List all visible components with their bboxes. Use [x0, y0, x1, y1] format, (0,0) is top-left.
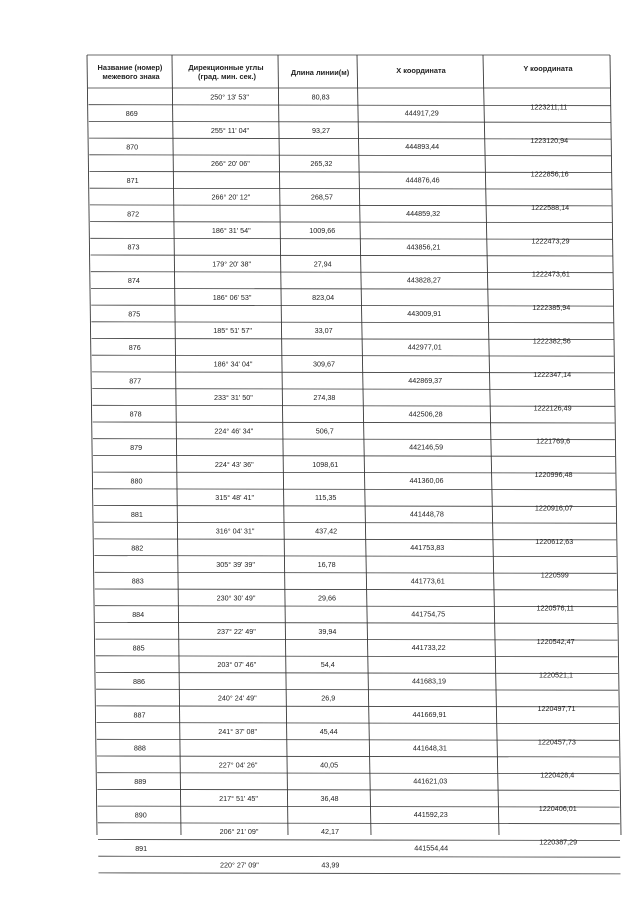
line-length: 36,48	[320, 793, 339, 803]
boundary-segment-row	[217, 660, 334, 669]
line-length: 29,66	[318, 593, 336, 603]
row-divider	[91, 322, 613, 323]
header-row	[98, 63, 574, 81]
point-name: 883	[131, 576, 144, 586]
line-length: 437,42	[315, 526, 338, 536]
line-length: 265,32	[310, 159, 333, 169]
row-divider	[97, 756, 619, 757]
boundary-segment-row	[214, 360, 335, 369]
boundary-segment-row	[218, 694, 335, 703]
row-divider	[96, 656, 618, 657]
direction-angle: 220° 27' 09"	[220, 860, 259, 870]
point-name: 880	[130, 476, 143, 486]
point-x-coordinate: 442869,37	[408, 375, 443, 385]
point-y-coordinate: 1220599	[540, 570, 569, 580]
line-length: 1098,61	[312, 459, 339, 469]
direction-angle: 224° 46' 34"	[214, 426, 254, 436]
header-direction-angle	[188, 63, 265, 81]
point-x-coordinate: 441621,03	[413, 776, 448, 786]
point-y-coordinate: 1220542,47	[536, 637, 575, 647]
table-border-right	[610, 55, 621, 835]
point-name: 891	[135, 843, 148, 853]
point-y-coordinate: 1220612,63	[535, 536, 574, 546]
point-x-coordinate: 444893,44	[405, 142, 440, 152]
table-border-left	[87, 55, 97, 835]
boundary-segment-row	[213, 326, 332, 335]
row-divider	[96, 689, 618, 690]
boundary-segment-row	[220, 861, 339, 870]
line-length: 26,9	[321, 693, 336, 703]
boundary-segment-row	[212, 226, 335, 235]
header-point-name	[98, 63, 165, 81]
point-y-coordinate: 1220428,4	[540, 770, 575, 780]
point-y-coordinate: 1220521,1	[539, 670, 573, 680]
point-name: 881	[130, 509, 143, 519]
point-x-coordinate: 443856,21	[406, 242, 441, 252]
point-y-coordinate: 1220457,73	[537, 737, 576, 747]
line-length: 93,27	[312, 125, 330, 135]
header-line-length: Длина линии(м)	[290, 68, 350, 77]
line-length: 80,83	[311, 92, 330, 102]
direction-angle: 266° 20' 06"	[211, 159, 250, 169]
boundary-segment-row	[217, 593, 336, 602]
line-length: 40,05	[320, 760, 339, 770]
line-length: 42,17	[321, 827, 339, 837]
direction-angle: 227° 04' 26"	[218, 760, 258, 770]
line-length: 268,57	[310, 192, 333, 202]
row-divider	[93, 455, 615, 456]
row-divider	[92, 355, 614, 356]
direction-angle: 217° 51' 45"	[219, 793, 258, 803]
boundary-segment-row	[219, 760, 338, 769]
direction-angle: 240° 24' 49"	[217, 693, 257, 703]
header-direction-angle-line2: (град. мин. сек.)	[198, 72, 256, 81]
direction-angle: 230° 30' 49"	[216, 593, 256, 603]
line-length: 115,35	[314, 493, 337, 503]
line-length: 45,44	[319, 726, 338, 736]
point-y-coordinate: 1222856,16	[530, 169, 569, 179]
direction-angle: 203° 07' 46"	[217, 660, 257, 670]
point-y-coordinate: 1220497,71	[537, 703, 576, 713]
line-length: 39,94	[318, 626, 337, 636]
point-y-coordinate: 1220576,11	[536, 603, 574, 613]
row-divider	[99, 873, 621, 874]
point-y-coordinate: 1223211,11	[530, 102, 568, 112]
header-y-coordinate: Y координата	[523, 64, 573, 73]
boundary-segment-row	[216, 527, 337, 536]
point-name: 886	[133, 676, 145, 686]
point-name: 887	[133, 710, 146, 720]
boundary-segment-row	[216, 560, 335, 569]
direction-angle: 179° 20' 38"	[212, 259, 252, 269]
row-divider	[90, 188, 612, 189]
point-name: 875	[128, 309, 141, 319]
boundary-segment-row	[215, 460, 338, 469]
segments-rows	[210, 92, 339, 869]
row-divider	[94, 556, 616, 557]
direction-angle: 305° 39' 39"	[216, 560, 255, 569]
row-divider	[98, 856, 620, 857]
header-x-coordinate: X координата	[396, 66, 446, 75]
direction-angle: 233° 31' 50"	[214, 392, 253, 402]
row-lines	[89, 102, 621, 874]
point-x-coordinate: 444917,29	[404, 108, 439, 118]
point-x-coordinate: 442506,28	[408, 409, 443, 419]
row-divider	[98, 823, 620, 824]
row-divider	[89, 155, 611, 156]
line-length: 309,67	[313, 359, 335, 369]
boundary-segment-row	[213, 293, 334, 302]
line-length: 33,07	[314, 326, 333, 336]
point-name: 890	[134, 810, 147, 820]
direction-angle: 185° 51' 57"	[213, 326, 252, 336]
direction-angle: 186° 34' 04"	[213, 359, 253, 369]
point-name: 874	[127, 276, 140, 285]
boundary-segment-row	[219, 794, 338, 803]
point-name: 889	[134, 777, 147, 786]
point-name: 870	[126, 142, 139, 152]
row-divider	[95, 589, 617, 590]
boundary-segment-row	[212, 193, 333, 202]
point-name: 885	[132, 643, 145, 653]
point-y-coordinate: 1223120,94	[530, 136, 569, 146]
line-length: 1009,66	[309, 225, 336, 235]
point-y-coordinate: 1222126,49	[533, 403, 572, 413]
point-y-coordinate: 1222382,56	[532, 336, 571, 346]
point-x-coordinate: 441648,31	[412, 743, 447, 753]
point-name: 878	[129, 409, 142, 419]
point-name: 871	[126, 175, 139, 185]
boundary-segment-row	[211, 126, 330, 135]
point-y-coordinate: 1222473,29	[531, 236, 570, 246]
direction-angle: 266° 20' 12"	[211, 192, 251, 202]
point-name: 873	[127, 242, 140, 252]
row-divider	[95, 572, 617, 573]
boundary-segment-row	[214, 426, 333, 435]
point-name: 888	[133, 743, 146, 753]
point-x-coordinate: 441754,75	[411, 609, 446, 619]
point-y-coordinate: 1220916,07	[534, 503, 573, 513]
direction-angle: 237° 22' 49"	[217, 626, 256, 636]
point-x-coordinate: 441733,22	[411, 643, 446, 653]
point-y-coordinate: 1222588,14	[531, 202, 570, 212]
row-divider	[94, 489, 616, 490]
direction-angle: 224° 43' 36"	[214, 459, 254, 469]
row-divider	[97, 789, 619, 790]
row-divider	[93, 422, 615, 423]
line-length: 43,99	[321, 860, 340, 870]
line-length: 16,78	[317, 560, 336, 569]
point-y-coordinate: 1222473,61	[531, 269, 570, 279]
point-y-coordinate: 1221769,6	[536, 436, 571, 446]
header-point-name-line1: Название (номер)	[97, 63, 163, 72]
direction-angle: 255° 11' 04"	[210, 125, 250, 135]
point-y-coordinate: 1220387,29	[539, 837, 578, 847]
line-length: 274,38	[313, 392, 336, 402]
point-x-coordinate: 441592,23	[413, 810, 448, 820]
header-direction-angle-line1: Дирекционные углы	[188, 63, 264, 72]
direction-angle: 250° 13' 53"	[210, 92, 249, 102]
direction-angle: 315° 48' 41"	[215, 493, 255, 503]
direction-angle: 316° 04' 31"	[215, 526, 255, 536]
point-x-coordinate: 441683,19	[412, 676, 446, 686]
point-x-coordinate: 442146,59	[409, 442, 444, 452]
point-x-coordinate: 441448,78	[409, 509, 444, 519]
row-divider	[95, 622, 617, 623]
point-name: 872	[127, 209, 140, 219]
line-length: 27,94	[313, 259, 332, 269]
line-length: 506,7	[315, 426, 334, 436]
point-x-coordinate: 444876,46	[405, 175, 440, 185]
point-name: 884	[132, 610, 145, 619]
point-name: 869	[125, 109, 138, 118]
point-name: 882	[131, 543, 144, 553]
point-name: 879	[130, 443, 143, 453]
point-x-coordinate: 441669,91	[412, 709, 447, 719]
row-divider	[92, 389, 614, 390]
header-point-name-line2: межевого знака	[102, 72, 160, 81]
point-x-coordinate: 441753,83	[410, 542, 445, 552]
row-divider	[89, 121, 611, 122]
point-x-coordinate: 441773,61	[410, 576, 445, 586]
boundary-segment-row	[214, 393, 335, 402]
point-y-coordinate: 1220996,48	[534, 470, 573, 480]
boundary-segment-row	[220, 827, 339, 836]
direction-angle: 206° 21' 09"	[219, 827, 259, 837]
boundary-segment-row	[212, 259, 331, 268]
point-name: 877	[129, 376, 142, 386]
row-divider	[91, 255, 613, 256]
point-y-coordinate: 1222347,14	[533, 369, 572, 379]
row-divider	[97, 723, 619, 724]
point-y-coordinate: 1222385,94	[532, 303, 571, 313]
line-length: 54,4	[320, 660, 335, 670]
direction-angle: 186° 06' 53"	[212, 292, 252, 302]
direction-angle: 186° 31' 54"	[211, 225, 251, 235]
boundary-segment-row	[210, 92, 329, 101]
point-x-coordinate: 443009,91	[407, 309, 442, 319]
row-divider	[90, 222, 612, 223]
boundary-segment-row	[215, 493, 336, 502]
boundary-segment-row	[217, 627, 336, 636]
boundary-segment-row	[218, 727, 337, 736]
line-length: 823,04	[312, 292, 335, 302]
point-x-coordinate: 441360,06	[409, 476, 444, 486]
boundary-segment-row	[211, 159, 332, 168]
point-name: 876	[128, 342, 141, 352]
point-x-coordinate: 442977,01	[407, 342, 442, 352]
direction-angle: 241° 37' 08"	[218, 726, 258, 736]
point-y-coordinate: 1220406,01	[538, 804, 577, 814]
point-x-coordinate: 443828,27	[406, 275, 441, 285]
row-divider	[91, 288, 613, 289]
point-x-coordinate: 441554,44	[414, 843, 449, 853]
row-divider	[94, 522, 616, 523]
point-x-coordinate: 444859,32	[406, 208, 441, 218]
